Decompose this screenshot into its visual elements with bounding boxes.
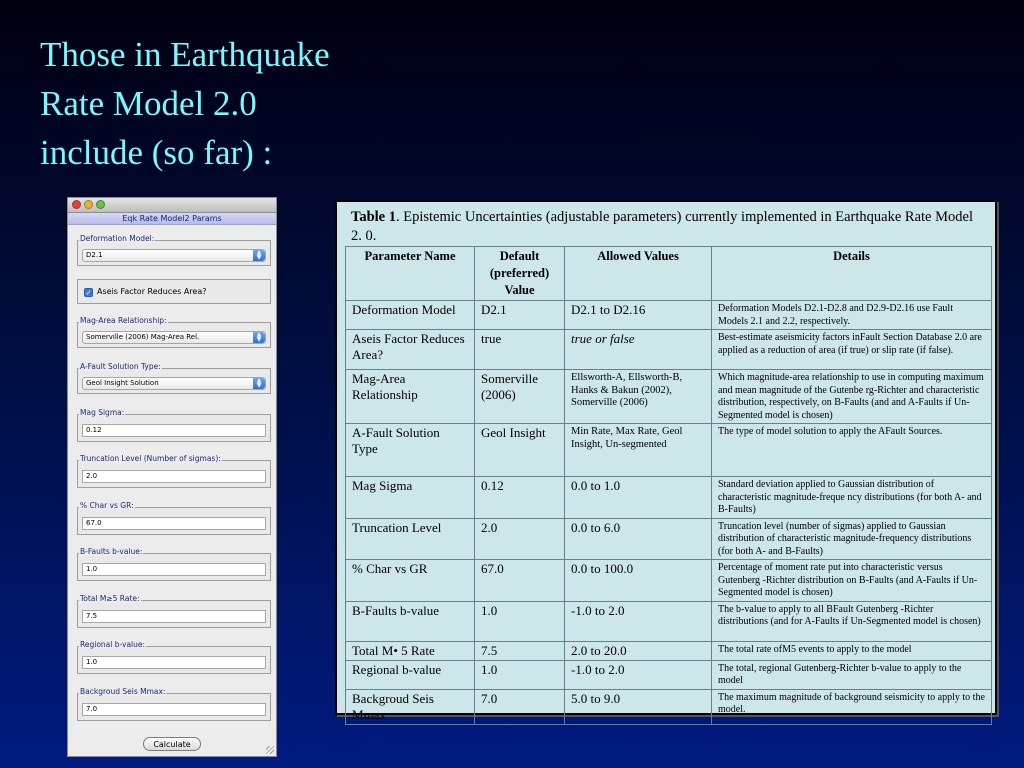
cell-details: The type of model solution to apply the AFault Sources. — [712, 424, 992, 477]
uncertainty-table — [345, 246, 992, 725]
cell-details: Percentage of moment rate put into characteristic versus Gutenberg -Richter distribution on B-Faults (and A-Faults if Un-Segmented model is chosen) — [712, 560, 992, 602]
table-row — [346, 660, 992, 689]
header-parameter-name: Parameter Name — [346, 247, 475, 301]
header-allowed-values: Allowed Values — [565, 247, 712, 301]
zoom-window-button[interactable] — [96, 200, 105, 209]
afault-solution-value: Geol Insight Solution — [86, 379, 159, 387]
table-row — [346, 301, 992, 330]
cell-details: Standard deviation applied to Gaussian distribution of characteristic magnitude-freque ncy distributions (for both A- and B-Faults) — [712, 477, 992, 519]
char-vs-gr-group — [77, 501, 271, 535]
panel-title: Eqk Rate Model2 Params — [68, 213, 276, 225]
cell-allowed: Min Rate, Max Rate, Geol Insight, Un-segmented — [565, 424, 712, 477]
table-caption — [351, 208, 981, 246]
cell-allowed: 0.0 to 100.0 — [565, 560, 712, 602]
afault-solution-group — [77, 362, 271, 394]
window-titlebar[interactable] — [68, 198, 276, 213]
cell-details: The total, regional Gutenberg-Richter b-value to apply to the model — [712, 660, 992, 689]
mag-area-value: Somerville (2006) Mag-Area Rel. — [86, 333, 200, 341]
cell-default: 7.5 — [475, 641, 565, 660]
background-mmax-input[interactable]: 7.0 — [82, 703, 266, 716]
afault-solution-label: A-Fault Solution Type: — [80, 362, 161, 371]
deformation-model-label: Deformation Model: — [80, 234, 155, 243]
cell-allowed: Ellsworth-A, Ellsworth-B, Hanks & Bakun (2002), Somerville (2006) — [565, 370, 712, 424]
mag-sigma-input[interactable]: 0.12 — [82, 424, 266, 437]
aseis-factor-checkbox[interactable]: ✓ — [85, 289, 92, 297]
cell-allowed: -1.0 to 2.0 — [565, 660, 712, 689]
cell-default: true — [475, 330, 565, 370]
aseis-factor-label: Aseis Factor Reduces Area? — [97, 287, 207, 296]
cell-name: Backgroud Seis Mmax — [346, 689, 475, 724]
chevron-updown-icon: ▲ ▼ — [253, 378, 265, 389]
header-default-value: Default (preferred) Value — [475, 247, 565, 301]
bfaults-b-value-group — [77, 547, 271, 581]
cell-default: 1.0 — [475, 601, 565, 641]
cell-details: Truncation level (number of sigmas) applied to Gaussian distribution of characteristic magnitude-frequency distributions (for both A- and B-Faults) — [712, 518, 992, 560]
total-rate-label: Total M≥5 Rate: — [80, 594, 140, 603]
truncation-level-group — [77, 454, 271, 488]
aseis-checkbox-group — [77, 279, 271, 304]
cell-allowed: 0.0 to 1.0 — [565, 477, 712, 519]
table-row — [346, 601, 992, 641]
cell-name: Total M• 5 Rate — [346, 641, 475, 660]
cell-name: B-Faults b-value — [346, 601, 475, 641]
mag-sigma-group — [77, 408, 271, 442]
bfaults-b-value-label: B-Faults b-value: — [80, 547, 143, 556]
cell-default: D2.1 — [475, 301, 565, 330]
mag-area-label: Mag-Area Relationship: — [80, 316, 167, 325]
bfaults-b-value-input[interactable]: 1.0 — [82, 563, 266, 576]
cell-default: 67.0 — [475, 560, 565, 602]
cell-name: Truncation Level — [346, 518, 475, 560]
regional-b-value-input[interactable]: 1.0 — [82, 656, 266, 669]
chevron-updown-icon: ▲ ▼ — [253, 250, 265, 261]
truncation-level-label: Truncation Level (Number of sigmas): — [80, 454, 221, 463]
table-row — [346, 477, 992, 519]
table-row — [346, 689, 992, 724]
cell-name: Mag-Area Relationship — [346, 370, 475, 424]
cell-details: Which magnitude-area relationship to use in computing maximum and mean magnitude of the Gutenbe rg-Richter and characteristic distribution, respectively, on B-Faults (and and A-Faults if Un-Segmented model is chosen) — [712, 370, 992, 424]
table-header-row — [346, 247, 992, 301]
cell-default: Geol Insight — [475, 424, 565, 477]
slide-title — [40, 30, 560, 177]
calculate-button[interactable]: Calculate — [143, 737, 201, 751]
table-row — [346, 518, 992, 560]
background-mmax-group — [77, 687, 271, 721]
slide-title-line-3: include (so far) : — [40, 133, 273, 172]
cell-allowed: true or false — [565, 330, 712, 370]
table-row — [346, 641, 992, 660]
cell-default: 2.0 — [475, 518, 565, 560]
cell-name: A-Fault Solution Type — [346, 424, 475, 477]
chevron-updown-icon: ▲ ▼ — [253, 332, 265, 343]
slide-title-line-2: Rate Model 2.0 — [40, 84, 257, 123]
regional-b-value-label: Regional b-value: — [80, 640, 146, 649]
cell-allowed: 2.0 to 20.0 — [565, 641, 712, 660]
mag-sigma-label: Mag Sigma: — [80, 408, 125, 417]
char-vs-gr-label: % Char vs GR: — [80, 501, 134, 510]
cell-details: Deformation Models D2.1-D2.8 and D2.9-D2.16 use Fault Models 2.1 and 2.2, respectively. — [712, 301, 992, 330]
params-window — [67, 197, 277, 757]
cell-default: Somerville (2006) — [475, 370, 565, 424]
mag-area-select[interactable] — [82, 331, 266, 344]
table-row — [346, 330, 992, 370]
close-window-button[interactable] — [72, 200, 81, 209]
cell-name: Deformation Model — [346, 301, 475, 330]
cell-allowed: 5.0 to 9.0 — [565, 689, 712, 724]
cell-allowed: D2.1 to D2.16 — [565, 301, 712, 330]
cell-name: % Char vs GR — [346, 560, 475, 602]
regional-b-value-group — [77, 640, 271, 674]
cell-details: The maximum magnitude of background seismicity to apply to the model. — [712, 689, 992, 724]
afault-solution-select[interactable] — [82, 377, 266, 390]
char-vs-gr-input[interactable]: 67.0 — [82, 517, 266, 530]
cell-details: Best-estimate aseismicity factors inFault Section Database 2.0 are applied as a reduction of area (if true) or slip rate (if false). — [712, 330, 992, 370]
deformation-model-group — [77, 234, 271, 266]
header-details: Details — [712, 247, 992, 301]
minimize-window-button[interactable] — [84, 200, 93, 209]
deformation-model-select[interactable] — [82, 249, 266, 262]
table-caption-label: Table 1 — [351, 209, 396, 225]
uncertainty-table-panel — [335, 200, 997, 722]
cell-details: The total rate ofM5 events to apply to the model — [712, 641, 992, 660]
cell-name: Mag Sigma — [346, 477, 475, 519]
total-rate-group — [77, 594, 271, 628]
table-row — [346, 560, 992, 602]
truncation-level-input[interactable]: 2.0 — [82, 470, 266, 483]
table-row — [346, 424, 992, 477]
deformation-model-value: D2.1 — [86, 251, 103, 259]
cell-name: Aseis Factor Reduces Area? — [346, 330, 475, 370]
background-mmax-label: Backgroud Seis Mmax: — [80, 687, 166, 696]
cell-allowed: 0.0 to 6.0 — [565, 518, 712, 560]
cell-name: Regional b-value — [346, 660, 475, 689]
resize-grip-icon[interactable] — [266, 746, 274, 754]
table-row — [346, 370, 992, 424]
cell-default: 0.12 — [475, 477, 565, 519]
cell-default: 1.0 — [475, 660, 565, 689]
table-caption-text: . Epistemic Uncertainties (adjustable parameters) currently implemented in Earthquake Rate Model 2. 0. — [351, 209, 973, 244]
cell-details: The b-value to apply to all BFault Gutenberg -Richter distributions (and for A-Faults if Un-Segmented model is chosen) — [712, 601, 992, 641]
mag-area-group — [77, 316, 271, 348]
slide-title-line-1: Those in Earthquake — [40, 35, 330, 74]
cell-allowed: -1.0 to 2.0 — [565, 601, 712, 641]
cell-default: 7.0 — [475, 689, 565, 724]
total-rate-input[interactable]: 7.5 — [82, 610, 266, 623]
